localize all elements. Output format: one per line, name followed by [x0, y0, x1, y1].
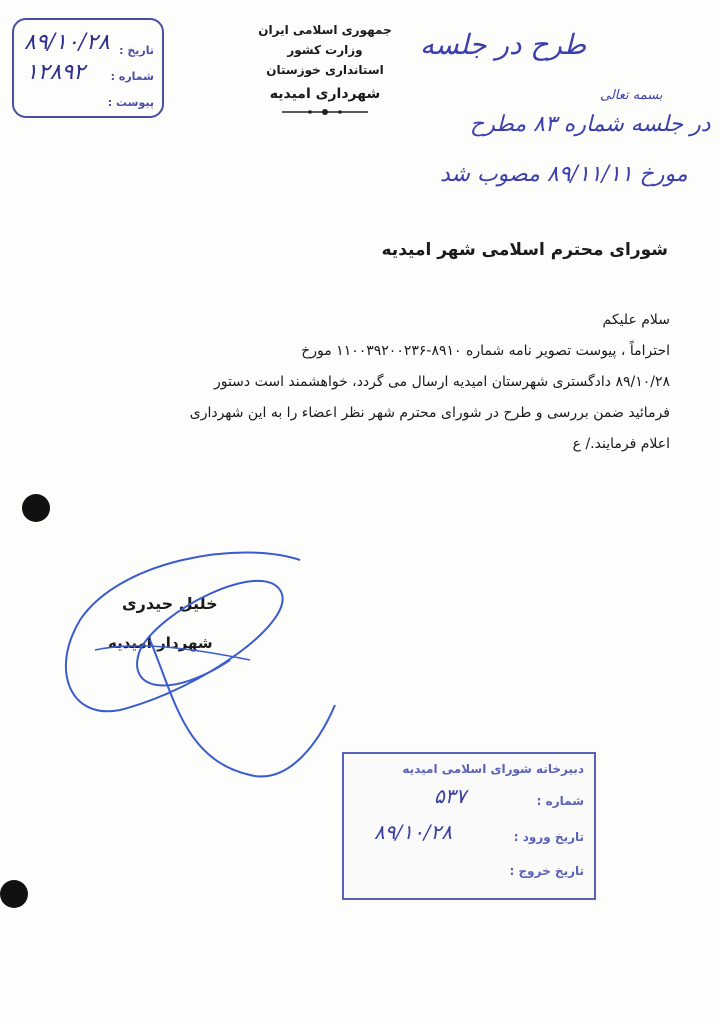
receipt-stamp-title: دبیرخانه شورای اسلامی امیدیه: [402, 762, 584, 776]
signer-title: شهردار امیدیه: [108, 634, 213, 652]
receipt-number-label: شماره :: [536, 794, 584, 808]
attachment-label: پیوست :: [107, 96, 154, 109]
exit-date-label: تاریخ خروج :: [509, 864, 584, 878]
ornament-divider-icon: [280, 107, 370, 117]
letterhead: [245, 20, 405, 121]
punch-hole-icon: [0, 880, 28, 908]
letterhead-line-3: استانداری خوزستان: [266, 63, 384, 77]
letterhead-line-4: شهرداری امیدیه: [269, 86, 381, 102]
entry-date-value: ۸۹/۱۰/۲۸: [374, 820, 452, 844]
receipt-stamp: [342, 752, 596, 900]
letter-body: [40, 305, 670, 460]
handwritten-note-3: در جلسه شماره ۸۳ مطرح: [470, 112, 711, 137]
punch-hole-icon: [22, 494, 50, 522]
reference-number-value: ۱۲۸۹۲: [26, 60, 86, 85]
number-label: شماره :: [110, 70, 154, 83]
body-line-1: احتراماً ، پیوست تصویر نامه شماره ۸۹۱۰-۱۱۰۰۳۹۲۰۰۲۳۶ مورخ: [301, 343, 670, 359]
body-line-4: اعلام فرمایند./ ع: [572, 436, 670, 452]
receipt-number-value: ۵۳۷: [434, 784, 467, 808]
signer-name: خلیل حیدری: [122, 594, 218, 613]
handwritten-note-2: بسمه تعالی: [600, 88, 663, 103]
entry-date-label: تاریخ ورود :: [513, 830, 584, 844]
reference-date-value: ۸۹/۱۰/۲۸: [24, 30, 110, 55]
letterhead-line-1: جمهوری اسلامی ایران: [258, 23, 392, 37]
addressee-heading: شورای محترم اسلامی شهر امیدیه: [381, 240, 668, 260]
body-line-2: ۸۹/۱۰/۲۸ دادگستری شهرستان امیدیه ارسال می گردد، خواهشمند است دستور: [213, 374, 670, 390]
handwritten-note-1: طرح در جلسه: [420, 28, 587, 61]
salutation: سلام علیکم: [602, 312, 670, 328]
handwritten-note-4: مورخ ۸۹/۱۱/۱۱ مصوب شد: [440, 162, 688, 187]
letterhead-line-2: وزارت کشور: [287, 43, 363, 57]
reference-stamp: [12, 18, 164, 118]
body-line-3: فرمائید ضمن بررسی و طرح در شورای محترم شهر نظر اعضاء را به این شهرداری: [189, 405, 670, 421]
date-label: تاریخ :: [119, 44, 154, 57]
